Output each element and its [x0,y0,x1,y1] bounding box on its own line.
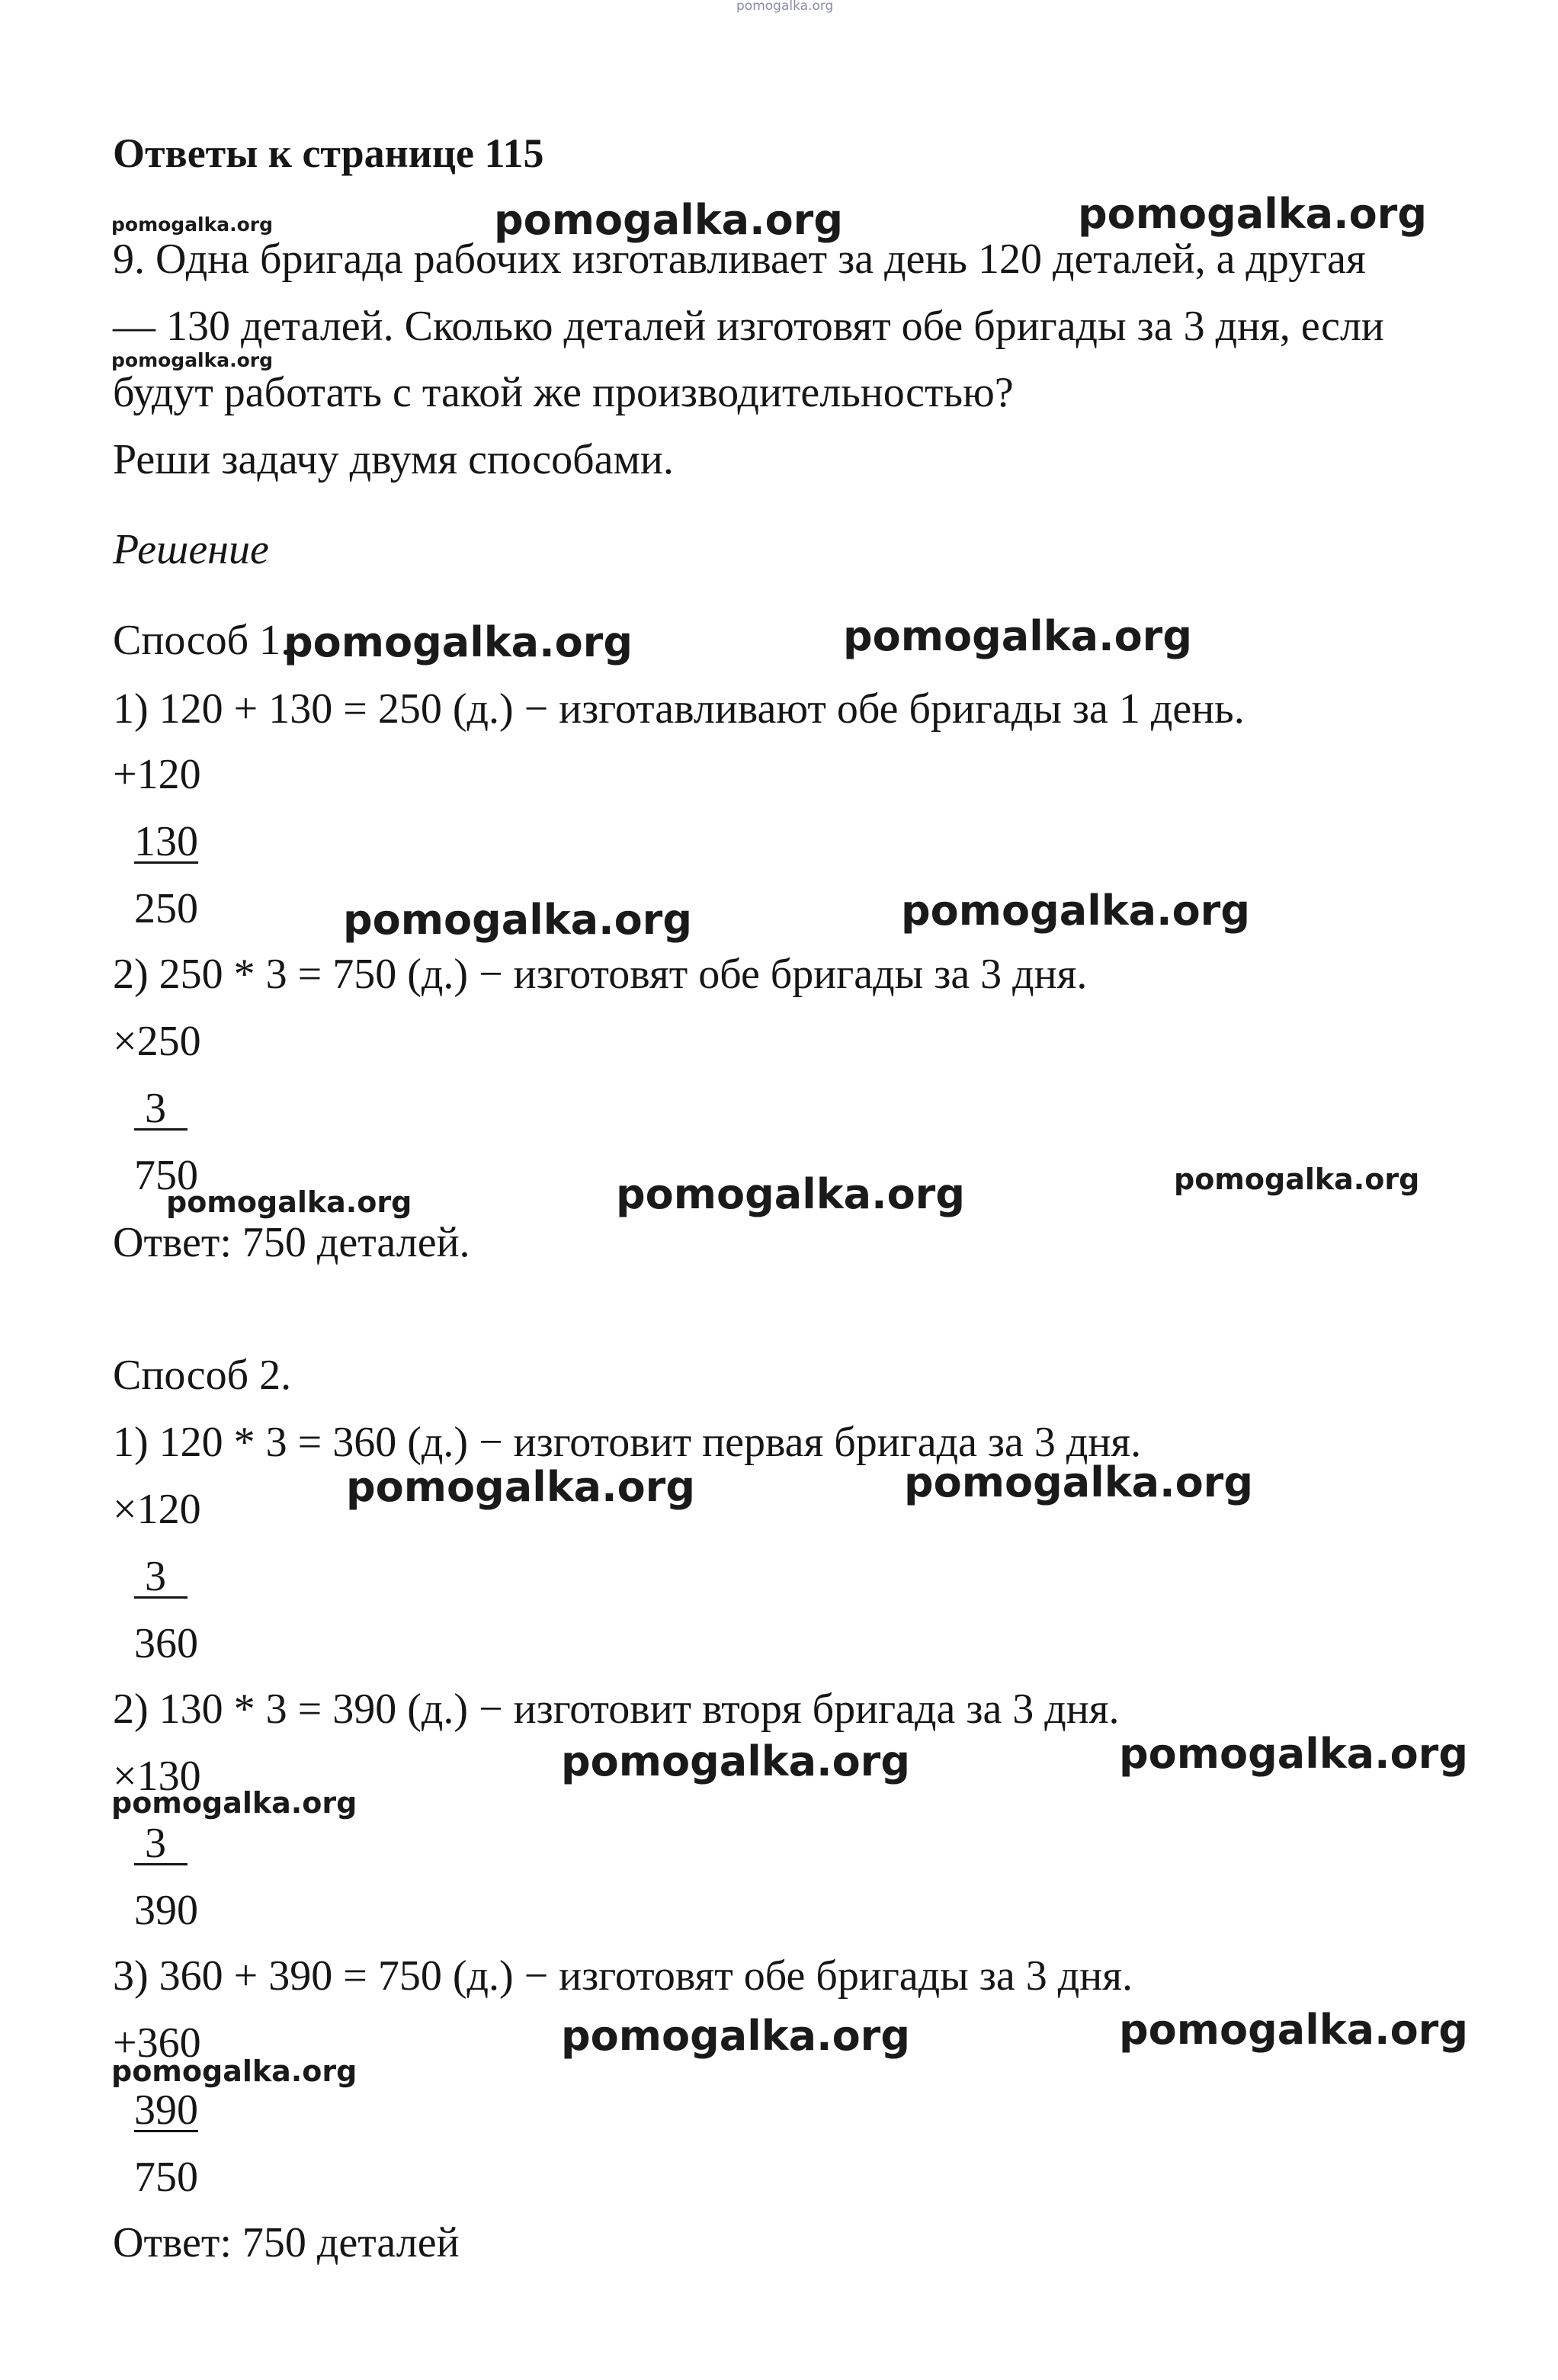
watermark: pomogalka.org [343,896,692,944]
method2-col2-result: 390 [134,1887,198,1934]
watermark: pomogalka.org [843,612,1192,660]
watermark: pomogalka.org [1119,2006,1468,2054]
method1-step2: 2) 250 * 3 = 750 (д.) − изготовят обе бригады за 3 дня. [113,951,1088,998]
method1-step1: 1) 120 + 130 = 250 (д.) − изготавливают обе бригады за 1 день. [113,685,1245,733]
watermark: pomogalka.org [901,887,1250,935]
method2-step1: 1) 120 * 3 = 360 (д.) − изготовит первая бригада за 3 дня. [113,1419,1142,1466]
method2-col3-line1: +360 [113,2019,201,2067]
method1-col1-result: 250 [134,885,198,932]
method1-col2-line1: ×250 [113,1018,201,1065]
method1-col2-result: 750 [134,1152,198,1199]
problem-line-2: — 130 деталей. Сколько деталей изготовят обе бригады за 3 дня, если [113,303,1384,350]
solution-label: Решение [113,526,269,573]
page-title: Ответы к странице 115 [113,130,544,176]
method1-col2-line2: 3 [134,1085,188,1132]
watermark: pomogalka.org [904,1458,1253,1506]
watermark: pomogalka.org [561,1737,910,1785]
method1-answer: Ответ: 750 деталей. [113,1219,470,1266]
watermark: pomogalka.org [111,349,274,371]
watermark: pomogalka.org [1119,1730,1468,1778]
method2-col3-result: 750 [134,2154,198,2201]
method2-title: Способ 2. [113,1352,292,1399]
method2-step3: 3) 360 + 390 = 750 (д.) − изготовят обе бригады за 3 дня. [113,1952,1133,2000]
method1-title: Способ 1. [113,617,292,664]
watermark: pomogalka.org [111,2054,357,2088]
watermark: pomogalka.org [494,196,843,244]
watermark-top: pomogalka.org [736,0,834,14]
watermark: pomogalka.org [346,1463,695,1511]
watermark: pomogalka.org [111,1786,357,1820]
watermark: pomogalka.org [111,213,274,236]
watermark: pomogalka.org [166,1185,412,1219]
problem-line-3: будут работать с такой же производительностью? [113,369,1014,416]
watermark: pomogalka.org [284,618,633,666]
watermark: pomogalka.org [1078,190,1427,238]
watermark: pomogalka.org [1174,1163,1420,1196]
method2-answer: Ответ: 750 деталей [113,2219,460,2266]
problem-line-4: Реши задачу двумя способами. [113,436,674,483]
method2-col1-line2: 3 [134,1553,188,1600]
method2-col3-line2: 390 [134,2087,198,2134]
method2-step2: 2) 130 * 3 = 390 (д.) − изготовит вторя бригада за 3 дня. [113,1686,1120,1733]
method1-col1-line1: +120 [113,751,201,798]
watermark: pomogalka.org [561,2012,910,2060]
method2-col1-result: 360 [134,1620,198,1667]
method2-col1-line1: ×120 [113,1486,201,1533]
problem-line-1: 9. Одна бригада рабочих изготавливает за день 120 деталей, а другая [113,236,1366,283]
method2-col2-line2: 3 [134,1820,188,1867]
method2-col2-line1: ×130 [113,1753,201,1800]
watermark: pomogalka.org [616,1170,965,1218]
method1-col1-line2: 130 [134,818,198,865]
